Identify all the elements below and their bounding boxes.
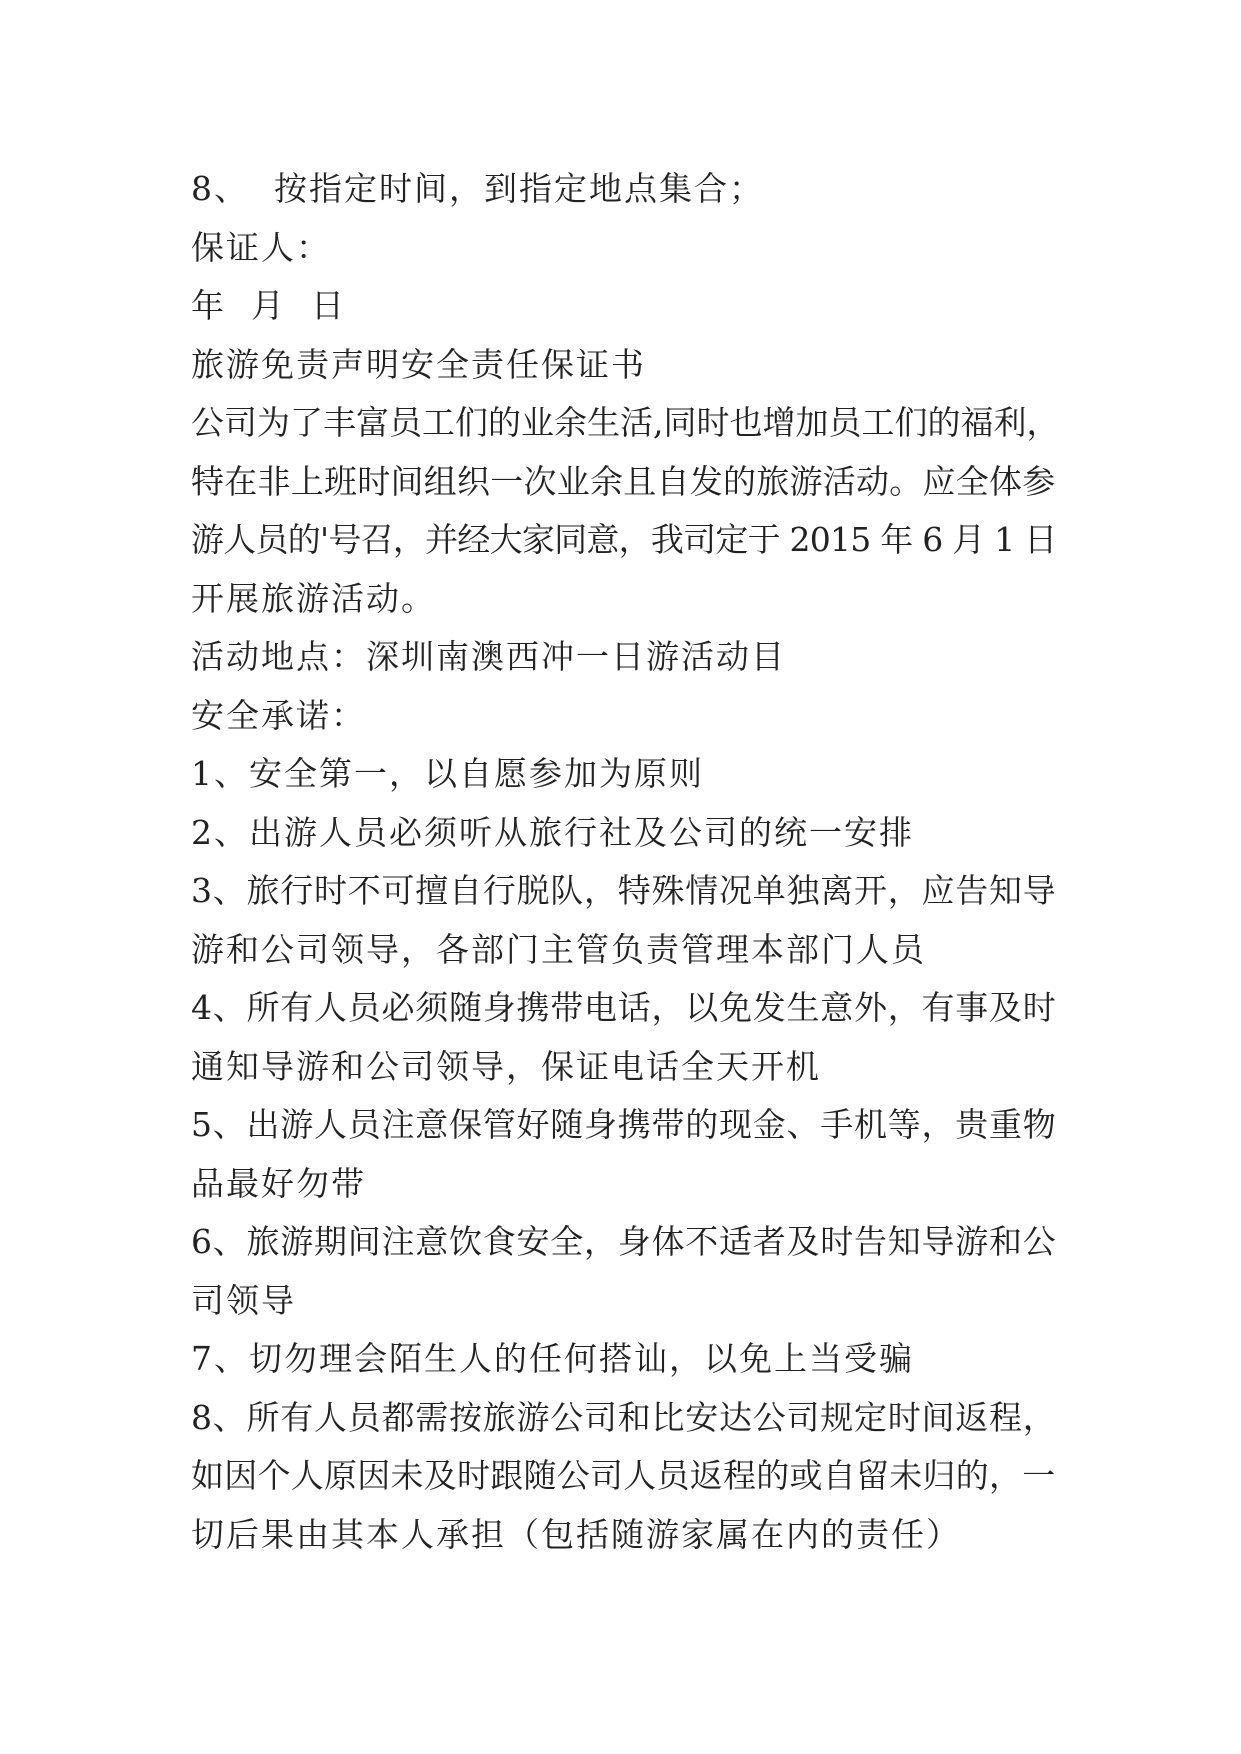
commitment-item-3-line-1: 3、旅行时不可擅自行脱队，特殊情况单独离开，应告知导 bbox=[191, 871, 1057, 910]
commitment-item-3-line-2: 游和公司领导，各部门主管负责管理本部门人员 bbox=[191, 929, 926, 969]
commitment-item-7: 7、切勿理会陌生人的任何搭讪，以免上当受骗 bbox=[191, 1339, 914, 1378]
intro-line-2: 特在非上班时间组织一次业余且自发的旅游活动。应全体参 bbox=[191, 461, 1056, 501]
commitment-item-8-line-3: 切后果由其本人承担（包括随游家属在内的责任） bbox=[191, 1514, 961, 1554]
document-page bbox=[191, 160, 1061, 1564]
intro-line-1: 公司为了丰富员工们的业余生活,同时也增加员工们的福利， bbox=[191, 403, 1060, 442]
guarantor-label: 保证人： bbox=[191, 227, 331, 267]
intro-line-3: 游人员的'号召，并经大家同意，我司定于 2015 年 6 月 1 日 bbox=[191, 520, 1057, 559]
commitment-item-6-line-1: 6、旅游期间注意饮食安全，身体不适者及时告知导游和公 bbox=[191, 1222, 1057, 1261]
commitment-item-5-line-2: 品最好勿带 bbox=[191, 1163, 366, 1203]
commitment-item-5-line-1: 5、出游人员注意保管好随身携带的现金、手机等，贵重物 bbox=[191, 1105, 1057, 1144]
commitment-item-6-line-2: 司领导 bbox=[191, 1280, 296, 1320]
safety-commitment-heading: 安全承诺： bbox=[191, 695, 366, 735]
item-8-assembly: 8、 按指定时间，到指定地点集合； bbox=[191, 169, 764, 208]
commitment-item-2: 2、出游人员必须听从旅行社及公司的统一安排 bbox=[191, 812, 914, 852]
commitment-item-8-line-1: 8、所有人员都需按旅游公司和比安达公司规定时间返程， bbox=[191, 1397, 1057, 1437]
commitment-item-8-line-2: 如因个人原因未及时跟随公司人员返程的或自留未归的，一 bbox=[191, 1456, 1056, 1495]
commitment-item-1: 1、安全第一，以自愿参加为原则 bbox=[191, 754, 704, 793]
intro-line-4: 开展旅游活动。 bbox=[191, 578, 436, 618]
date-line: 年 月 日 bbox=[191, 286, 346, 325]
activity-location: 活动地点：深圳南澳西冲一日游活动目 bbox=[191, 637, 786, 676]
document-title: 旅游免责声明安全责任保证书 bbox=[191, 344, 646, 384]
commitment-item-4-line-1: 4、所有人员必须随身携带电话，以免发生意外，有事及时 bbox=[191, 988, 1057, 1027]
commitment-item-4-line-2: 通知导游和公司领导，保证电话全天开机 bbox=[191, 1046, 821, 1086]
